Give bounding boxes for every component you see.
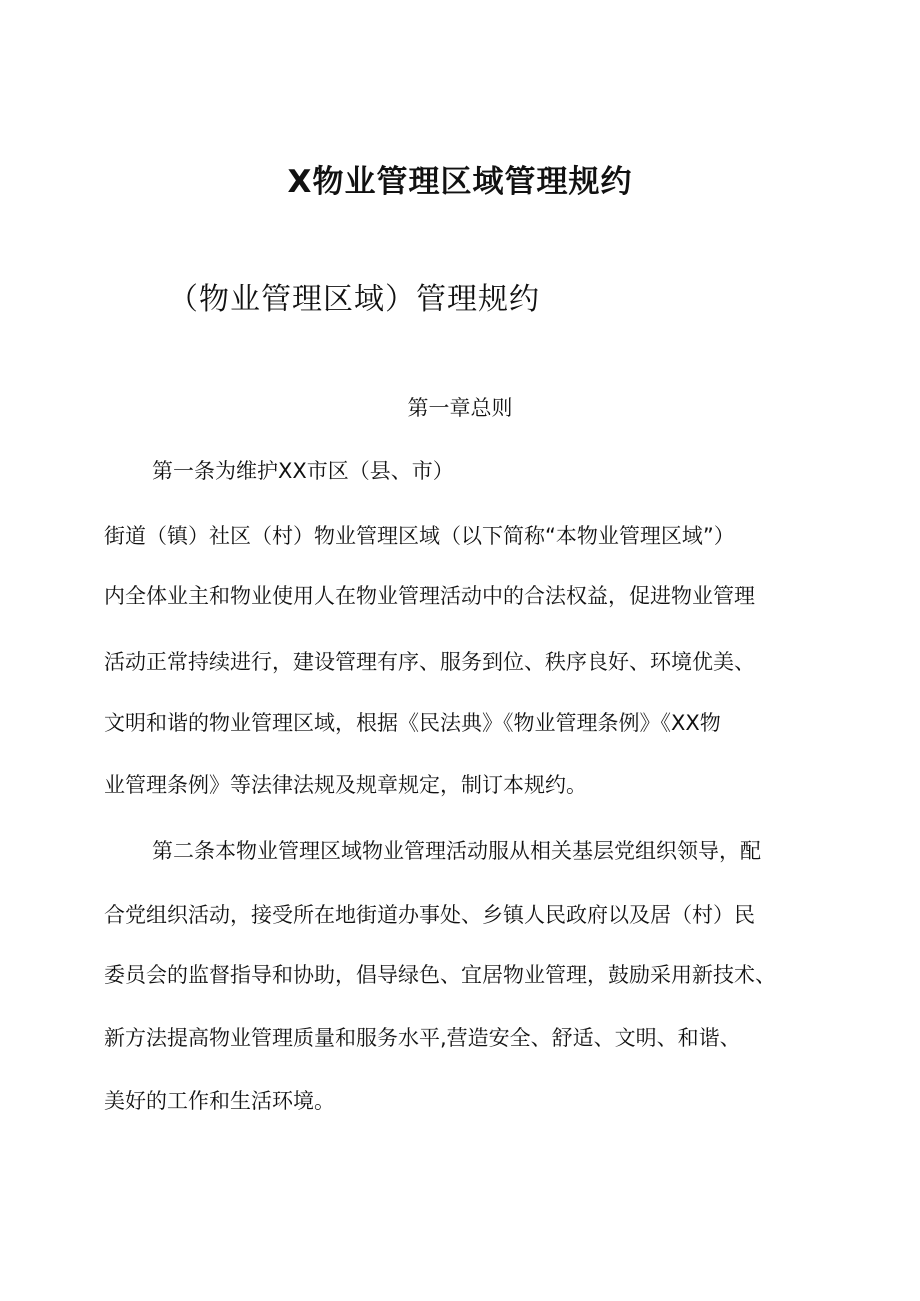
article2-line: 美好的工作和生活环境。 bbox=[104, 1089, 335, 1113]
article2-line: 委员会的监督指导和协助，倡导绿色、宜居物业管理，鼓励采用新技术、 bbox=[104, 963, 776, 987]
article2-line: 第二条本物业管理区域物业管理活动服从相关基层党组织领导，配 bbox=[152, 839, 761, 863]
article1-line: 内全体业主和物业使用人在物业管理活动中的合法权益，促进物业管理 bbox=[104, 584, 755, 608]
article1-line: 文明和谐的物业管理区域，根据《民法典》《物业管理条例》《XX物 bbox=[104, 711, 721, 735]
chapter-heading: 第一章总则 bbox=[407, 396, 513, 420]
document-subtitle: （物业管理区域）管理规约 bbox=[168, 282, 540, 317]
article2-line: 合党组织活动，接受所在地街道办事处、乡镇人民政府以及居（村）民 bbox=[104, 903, 755, 927]
article1-line: 第一条为维护XX市区（县、市） bbox=[152, 459, 454, 483]
article1-line: 活动正常持续进行，建设管理有序、服务到位、秩序良好、环境优美、 bbox=[104, 650, 755, 674]
article1-line: 街道（镇）社区（村）物业管理区域（以下简称“本物业管理区域”） bbox=[104, 524, 735, 548]
document-title: X物业管理区域管理规约 bbox=[287, 164, 633, 200]
article2-line: 新方法提高物业管理质量和服务水平,营造安全、舒适、文明、和谐、 bbox=[104, 1026, 741, 1050]
article1-line: 业管理条例》等法律法规及规章规定，制订本规约。 bbox=[104, 773, 587, 797]
